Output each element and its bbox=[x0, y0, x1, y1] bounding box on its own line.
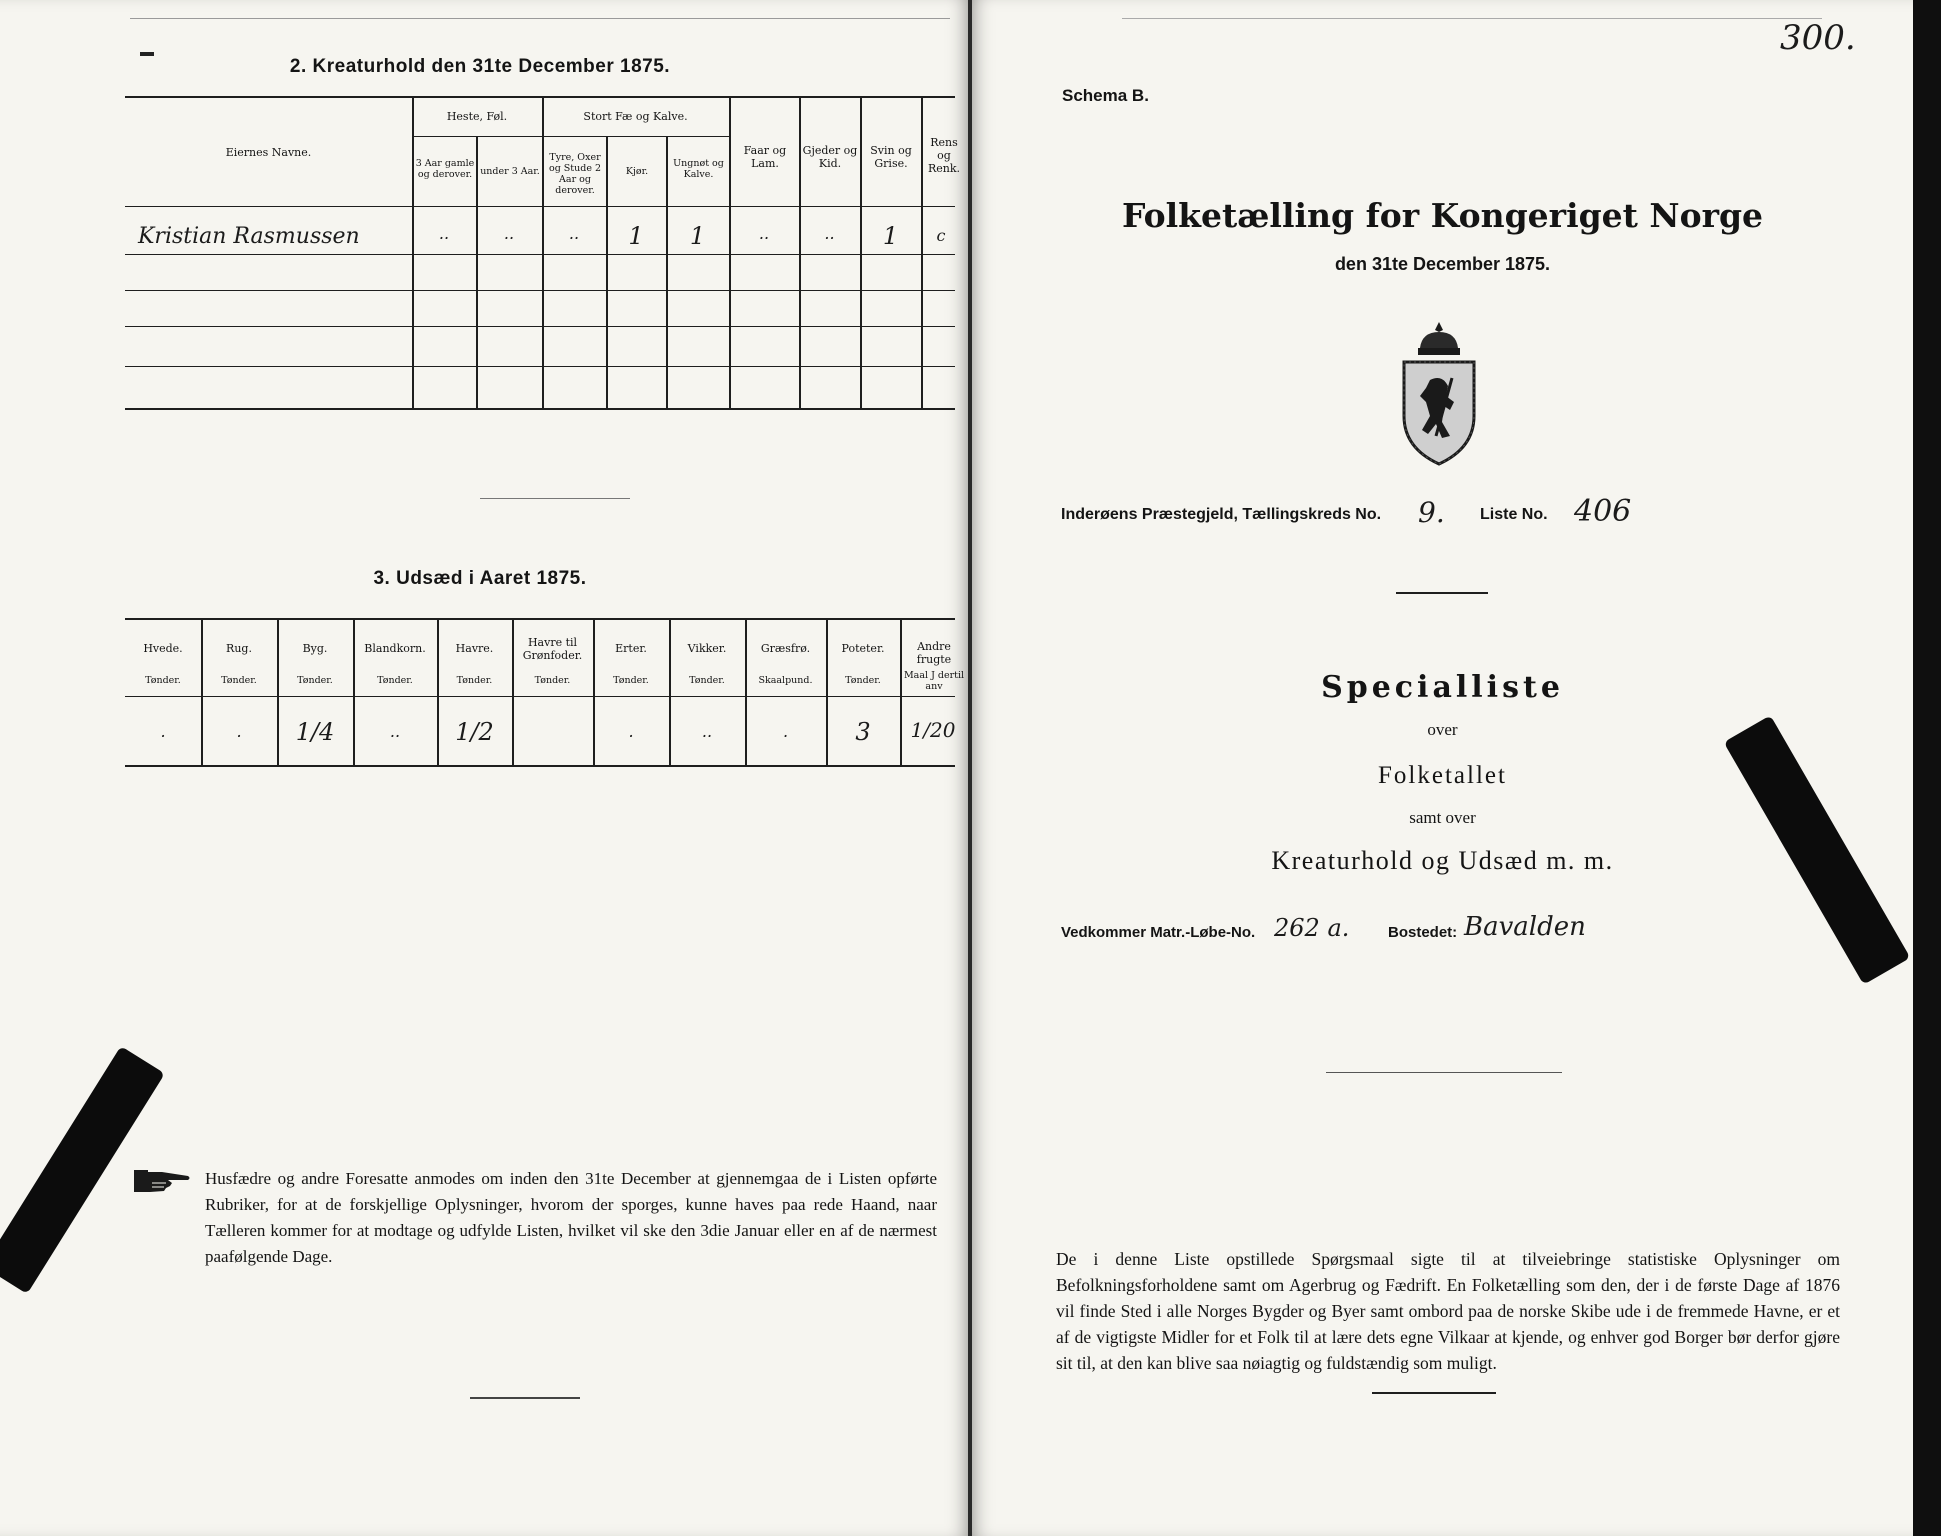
samt-over-text: samt over bbox=[1409, 808, 1476, 827]
section-divider bbox=[480, 498, 630, 499]
t3-header-name: Rug. bbox=[226, 642, 252, 655]
t2-stort-rule bbox=[542, 136, 729, 137]
coat-of-arms-icon bbox=[1390, 318, 1488, 468]
t2-header-faar: Faar og Lam. bbox=[743, 144, 787, 170]
book-edge bbox=[1913, 0, 1941, 1536]
t3-value: . bbox=[628, 722, 634, 741]
t3-header-name: Græsfrø. bbox=[760, 642, 811, 655]
left-page bbox=[0, 0, 968, 1536]
t3-header-unit: Tønder. bbox=[377, 675, 413, 686]
t3-header-unit: Tønder. bbox=[845, 675, 881, 686]
t2-value-gjeder: .. bbox=[824, 224, 835, 243]
t2-header-stort-sub1: Tyre, Oxer og Stude 2 Aar og derover. bbox=[548, 152, 602, 196]
t3-header-name: Poteter. bbox=[841, 642, 885, 655]
section3-title: 3. Udsæd i Aaret 1875. bbox=[373, 568, 587, 589]
t3-top-rule bbox=[125, 618, 955, 620]
folketallet-text: Folketallet bbox=[1378, 762, 1507, 789]
t2-header-stort-sub2: Kjør. bbox=[625, 166, 649, 177]
t3-header-name: Blandkorn. bbox=[364, 642, 426, 655]
t3-header-name: Havre. bbox=[455, 642, 494, 655]
t3-value: 1/4 bbox=[295, 718, 335, 746]
t3-header-unit: Tønder. bbox=[297, 675, 333, 686]
t2-header-rens: Rens og Renk. bbox=[927, 136, 961, 175]
t3-value: 3 bbox=[855, 718, 871, 746]
t3-value: . bbox=[160, 722, 166, 741]
t2-header-heste-sub2: under 3 Aar. bbox=[480, 166, 540, 177]
divider-rule bbox=[1396, 592, 1488, 594]
t2-row-line-4 bbox=[125, 366, 955, 367]
t3-value: . bbox=[236, 722, 242, 741]
liste-label: Liste No. bbox=[1480, 506, 1548, 523]
right-page bbox=[972, 0, 1913, 1536]
t3-header-unit: Skaalpund. bbox=[758, 675, 813, 686]
t3-header-unit: Tønder. bbox=[613, 675, 649, 686]
section2-title: 2. Kreaturhold den 31te December 1875. bbox=[289, 56, 671, 77]
t2-value-tyre: .. bbox=[568, 224, 580, 243]
t3-header-name: Andre frugte bbox=[916, 640, 952, 666]
notice-text: Husfædre og andre Foresatte anmodes om inden den 31te December at gjennemgaa de i Listen opførte Rubriker, for at de forskjellige Oplysninger, hvorom der sporges, kunne haves paa rede Haand, naar Tælleren kommer for at modtage og udfylde Listen, hvilket vil ske den 3die Januar eller en af de nærmest paafølgende Dage. bbox=[205, 1169, 937, 1266]
t2-header-svin: Svin og Grise. bbox=[870, 144, 912, 170]
t2-top-rule bbox=[125, 96, 955, 98]
kreaturhold-text: Kreaturhold og Udsæd m. m. bbox=[1271, 846, 1614, 875]
header-rule bbox=[130, 18, 950, 19]
page-number: 300. bbox=[1780, 18, 1856, 58]
t2-row-line-1 bbox=[125, 254, 955, 255]
t2-row-line-2 bbox=[125, 290, 955, 291]
t3-bottom-rule bbox=[125, 765, 955, 767]
header-rule bbox=[1122, 18, 1822, 19]
t3-value: .. bbox=[701, 722, 713, 741]
t2-header-heste: Heste, Føl. bbox=[446, 110, 508, 123]
t2-header-stort-sub3: Ungnøt og Kalve. bbox=[673, 158, 724, 180]
liste-number: 406 bbox=[1574, 494, 1632, 529]
kreds-number: 9. bbox=[1418, 496, 1445, 529]
bosted-value: Bavalden bbox=[1464, 912, 1586, 942]
t3-header-name: Byg. bbox=[302, 642, 328, 655]
t2-col-divider bbox=[542, 98, 544, 408]
t2-col-divider bbox=[412, 98, 414, 408]
t3-header-unit: Tønder. bbox=[145, 675, 181, 686]
page-title: Folketælling for Kongeriget Norge bbox=[1121, 196, 1764, 235]
t2-value-faar: .. bbox=[758, 224, 770, 243]
t2-owner-name: Kristian Rasmussen bbox=[138, 224, 360, 249]
schema-label: Schema B. bbox=[1062, 86, 1149, 105]
footer-rule bbox=[1372, 1392, 1496, 1394]
t2-header-owner: Eiernes Navne. bbox=[225, 146, 312, 159]
t2-header-heste-sub1: 3 Aar gamle og derover. bbox=[415, 158, 475, 180]
t3-value: 1/20 bbox=[910, 718, 956, 742]
t2-header-bottom bbox=[125, 206, 955, 207]
t3-header-unit: Maal J dertil anv bbox=[903, 670, 965, 692]
t3-header-bottom bbox=[125, 696, 955, 697]
t3-header-unit: Tønder. bbox=[689, 675, 725, 686]
t3-value: .. bbox=[389, 722, 401, 741]
t2-header-gjeder: Gjeder og Kid. bbox=[802, 144, 858, 170]
t3-header-unit: Tønder. bbox=[534, 675, 571, 686]
t2-value-heste1: .. bbox=[438, 224, 450, 243]
over-text: over bbox=[1427, 720, 1458, 739]
t3-header-name: Hvede. bbox=[143, 642, 183, 655]
intro-paragraph: De i denne Liste opstillede Spørgsmaal sigte til at tilveiebringe statistiske Oplysninger om Befolkningsforholdene samt om Agerbrug og Fædrift. En Folketælling som den, der i de første Dage af 1876 vil finde Sted i alle Norges Bygder og Byer samt ombord paa de norske Skibe ude i de fremmede Havne, er et af de vigtigste Midler for et Folk til at lære dets egne Vilkaar at kjende, og enhver god Borger bør derfor gjøre sit til, at den kan blive saa nøiagtig og fuldstændig som muligt. bbox=[1056, 1249, 1840, 1373]
footer-rule bbox=[470, 1397, 580, 1399]
bosted-label: Bostedet: bbox=[1388, 924, 1458, 941]
t2-value-rens: c bbox=[936, 226, 946, 245]
t3-value: 1/2 bbox=[455, 718, 494, 746]
matr-number: 262 a. bbox=[1274, 914, 1350, 942]
t2-value-svin: 1 bbox=[882, 222, 899, 250]
t2-header-stort: Stort Fæ og Kalve. bbox=[583, 110, 688, 123]
divider-rule bbox=[1326, 1072, 1562, 1073]
t2-value-ungnot: 1 bbox=[689, 222, 706, 250]
page-subtitle: den 31te December 1875. bbox=[1334, 254, 1551, 274]
t3-header-unit: Tønder. bbox=[456, 675, 493, 686]
t2-bottom-rule bbox=[125, 408, 955, 410]
t2-value-kjor: 1 bbox=[628, 222, 644, 250]
t2-col-divider bbox=[729, 98, 731, 408]
specialliste-heading: Specialliste bbox=[1321, 670, 1564, 705]
t3-header-name: Erter. bbox=[615, 642, 647, 655]
t2-value-heste2: .. bbox=[503, 224, 515, 243]
t3-header-name: Havre til Grønfoder. bbox=[522, 636, 583, 662]
matr-label: Vedkommer Matr.-Løbe-No. bbox=[1061, 924, 1256, 941]
t3-header-name: Vikker. bbox=[687, 642, 727, 655]
pointing-hand-icon bbox=[132, 1166, 192, 1196]
t2-row-line-3 bbox=[125, 326, 955, 327]
t3-header-unit: Tønder. bbox=[221, 675, 257, 686]
district-prefix: Inderøens Præstegjeld, Tællingskreds No. bbox=[1061, 506, 1382, 523]
t3-value: . bbox=[782, 722, 789, 741]
